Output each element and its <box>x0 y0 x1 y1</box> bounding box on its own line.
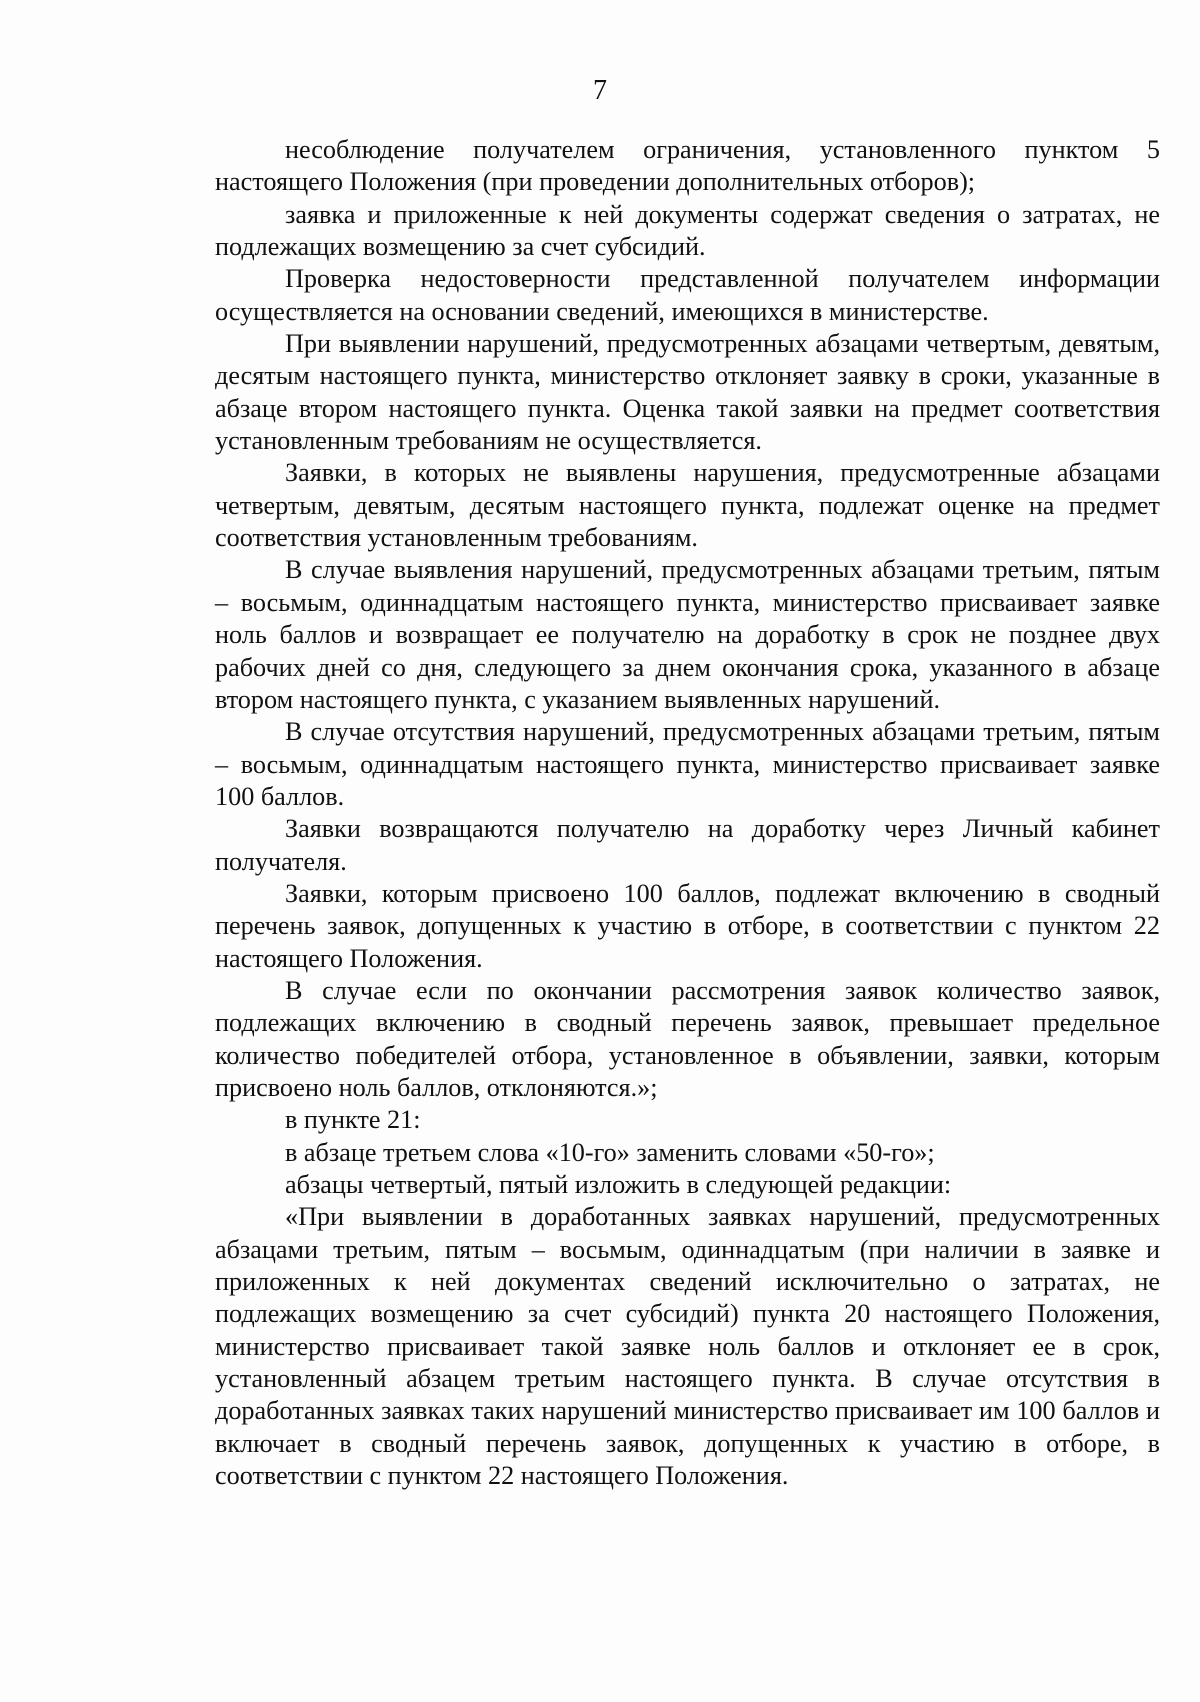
paragraph: Заявки, которым присвоено 100 баллов, подлежат включению в сводный перечень заявок, допущенных к участию в отборе, в соответствии с пунктом 22 настоящего Положения. <box>215 878 1160 973</box>
paragraph: При выявлении нарушений, предусмотренных абзацами четвертым, девятым, десятым настоящего пункта, министерство отклоняет заявку в сроки, указанные в абзаце втором настоящего пункта. Оценка такой заявки на предмет соответствия установленным требованиям не осуществляется. <box>215 329 1160 456</box>
paragraph: абзацы четвертый, пятый изложить в следующей редакции: <box>285 1170 952 1199</box>
paragraph: заявка и приложенные к ней документы содержат сведения о затратах, не подлежащих возмещению за счет субсидий. <box>215 199 1160 262</box>
paragraph: В случае выявления нарушений, предусмотренных абзацами третьим, пятым – восьмым, одиннадцатым настоящего пункта, министерство присваивает заявке ноль баллов и возвращает ее получателю на доработку в срок не позднее двух рабочих дней со дня, следующего за днем окончания срока, указанного в абзаце втором настоящего пункта, с указанием выявленных нарушений. <box>215 555 1160 714</box>
paragraph: Заявки, в которых не выявлены нарушения, предусмотренные абзацами четвертым, девятым, десятым настоящего пункта, подлежат оценке на предмет соответствия установленным требованиям. <box>215 458 1160 553</box>
document-body <box>215 134 1160 1492</box>
paragraph: «При выявлении в доработанных заявках нарушений, предусмотренных абзацами третьим, пятым – восьмым, одиннадцатым (при наличии в заявке и приложенных к ней документах сведений исключительно о затратах, не подлежащих возмещению за счет субсидий) пункта 20 настоящего Положения, министерство присваивает такой заявке ноль баллов и отклоняет ее в срок, установленный абзацем третьим настоящего пункта. В случае отсутствия в доработанных заявках таких нарушений министерство присваивает им 100 баллов и включает в сводный перечень заявок, допущенных к участию в отборе, в соответствии с пунктом 22 настоящего Положения. <box>215 1202 1160 1491</box>
paragraph: в пункте 21: <box>285 1105 421 1135</box>
paragraph: Проверка недостоверности представленной получателем информации осуществляется на основании сведений, имеющихся в министерстве. <box>215 264 1160 326</box>
page-number: 7 <box>593 75 607 106</box>
paragraph: несоблюдение получателем ограничения, установленного пунктом 5 настоящего Положения (при проведении дополнительных отборов); <box>215 135 1160 197</box>
paragraph: В случае отсутствия нарушений, предусмотренных абзацами третьим, пятым – восьмым, одиннадцатым настоящего пункта, министерство присваивает заявке 100 баллов. <box>215 717 1160 811</box>
paragraph: Заявки возвращаются получателю на доработку через Личный кабинет получателя. <box>215 814 1160 876</box>
paragraph: в абзаце третьем слова «10-го» заменить словами «50-го»; <box>285 1137 935 1167</box>
paragraph: В случае если по окончании рассмотрения заявок количество заявок, подлежащих включению в сводный перечень заявок, превышает предельное количество победителей отбора, установленное в объявлении, заявки, которым присвоено ноль баллов, отклоняются.»; <box>215 975 1160 1102</box>
